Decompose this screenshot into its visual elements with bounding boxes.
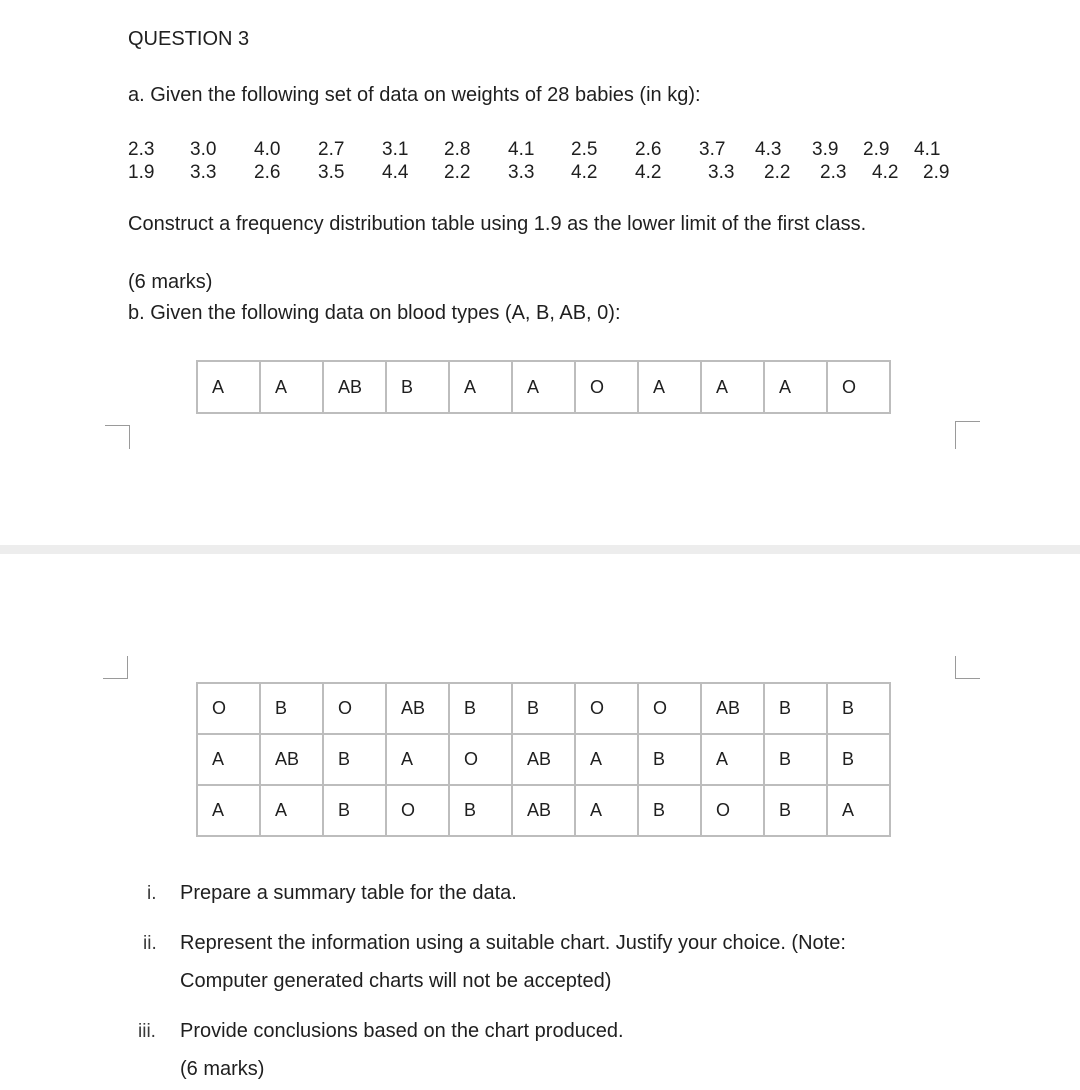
table-cell: AB [260,734,323,785]
table-cell: O [575,361,638,413]
table-row [197,734,890,785]
table-cell: A [197,734,260,785]
table-cell: A [575,734,638,785]
weight-value: 2.2 [444,162,471,183]
weight-value: 4.2 [872,162,899,183]
weight-value: 4.2 [635,162,662,183]
table-cell: O [323,683,386,734]
weight-value: 2.9 [923,162,950,183]
table-cell: A [197,361,260,413]
question-title: QUESTION 3 [128,28,250,50]
table-cell: O [701,785,764,836]
table-cell: O [575,683,638,734]
page-break [0,545,1080,554]
weight-value: 3.3 [190,162,217,183]
weight-value: 3.3 [508,162,535,183]
table-cell: B [449,785,512,836]
table-cell: B [827,734,890,785]
table-cell: A [764,361,827,413]
table-cell: A [386,734,449,785]
weight-value: 2.9 [863,139,890,160]
weight-value: 1.9 [128,162,155,183]
table-cell: B [512,683,575,734]
table-cell: B [260,683,323,734]
table-cell: O [638,683,701,734]
table-cell: B [386,361,449,413]
list-item-i-text: Prepare a summary table for the data. [180,882,517,904]
page-corner-mark [955,656,980,679]
table-cell: B [323,734,386,785]
table-cell: B [323,785,386,836]
weight-value: 4.3 [755,139,782,160]
weight-value: 3.0 [190,139,217,160]
table-cell: B [638,734,701,785]
table-cell: O [827,361,890,413]
weight-value: 3.5 [318,162,345,183]
table-cell: AB [701,683,764,734]
table-row [197,683,890,734]
table-cell: B [827,683,890,734]
weight-value: 4.1 [914,139,941,160]
weight-value: 4.4 [382,162,409,183]
weight-value: 2.7 [318,139,345,160]
table-cell: O [449,734,512,785]
page-corner-mark [955,421,980,449]
table-cell: A [638,361,701,413]
weight-value: 4.2 [571,162,598,183]
table-cell: AB [386,683,449,734]
table-cell: AB [512,785,575,836]
table-cell: O [197,683,260,734]
part-a-marks: (6 marks) [128,271,213,293]
weight-value: 3.3 [708,162,735,183]
table-cell: A [260,361,323,413]
weight-value: 2.5 [571,139,598,160]
page-corner-mark [103,656,128,679]
weight-value: 3.9 [812,139,839,160]
table-cell: B [449,683,512,734]
list-number-ii: ii. [143,933,157,954]
table-cell: O [386,785,449,836]
list-item-ii-text-cont: Computer generated charts will not be accepted) [180,970,612,992]
table-cell: A [575,785,638,836]
table-cell: AB [512,734,575,785]
table-row [197,361,890,413]
weight-value: 2.3 [128,139,155,160]
weight-value: 2.3 [820,162,847,183]
table-row [197,785,890,836]
list-number-iii: iii. [138,1021,156,1042]
table-cell: A [260,785,323,836]
blood-type-table-2 [196,682,891,837]
list-number-i: i. [147,883,157,904]
weight-value: 2.8 [444,139,471,160]
table-cell: A [827,785,890,836]
weight-value: 2.6 [635,139,662,160]
table-cell: AB [323,361,386,413]
list-item-iii-text: Provide conclusions based on the chart produced. [180,1020,624,1042]
weight-value: 4.0 [254,139,281,160]
weight-value: 2.2 [764,162,791,183]
weight-value: 4.1 [508,139,535,160]
table-cell: A [701,734,764,785]
blood-type-table-1 [196,360,891,414]
weight-value: 2.6 [254,162,281,183]
table-cell: B [764,785,827,836]
table-cell: B [764,683,827,734]
table-cell: A [701,361,764,413]
weight-value: 3.1 [382,139,409,160]
page-corner-mark [105,425,130,449]
part-b-intro: b. Given the following data on blood types (A, B, AB, 0): [128,302,621,324]
weight-value: 3.7 [699,139,726,160]
table-cell: A [197,785,260,836]
table-cell: A [449,361,512,413]
table-cell: B [638,785,701,836]
list-item-ii-text: Represent the information using a suitable chart. Justify your choice. (Note: [180,932,846,954]
part-a-intro: a. Given the following set of data on weights of 28 babies (in kg): [128,84,701,106]
table-cell: A [512,361,575,413]
part-b-marks: (6 marks) [180,1058,265,1080]
table-cell: B [764,734,827,785]
part-a-instruction: Construct a frequency distribution table using 1.9 as the lower limit of the first class. [128,213,867,235]
